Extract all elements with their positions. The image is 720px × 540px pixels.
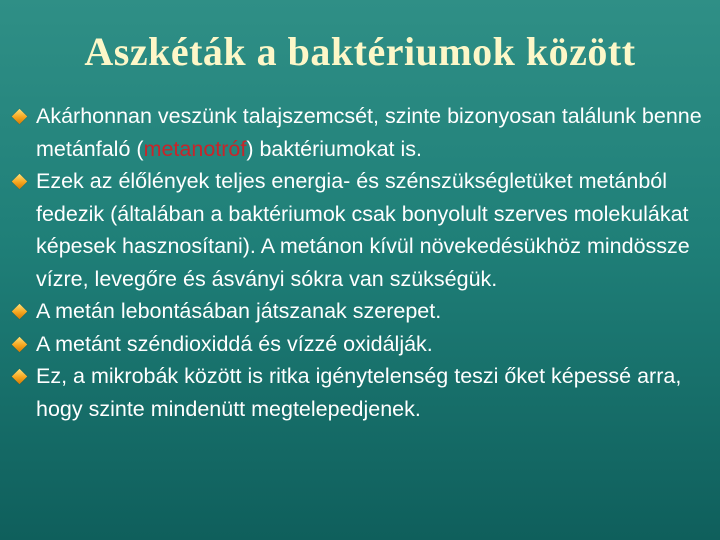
list-item-text: Ez, a mikrobák között is ritka igénytelenség teszi őket képessé arra, hogy szinte mindenütt megtelepedjenek. [36,364,682,421]
diamond-bullet-icon [12,304,28,320]
diamond-bullet-icon [12,174,28,190]
list-item [14,360,714,425]
list-item-text: Akárhonnan veszünk talajszemcsét, szinte bizonyosan találunk benne metánfaló (metanotróf) baktériumokat is. [36,104,702,161]
diamond-bullet-icon [12,336,28,352]
highlighted-term: metanotróf [143,136,247,161]
bullet-list [14,100,714,425]
diamond-bullet-icon [12,109,28,125]
list-item [14,328,714,361]
list-item-text: Ezek az élőlények teljes energia- és szénszükségletüket metánból fedezik (általában a baktériumok csak bonyolult szerves molekulákat képesek hasznosítani). A metánon kívül növekedésükhöz mindössze vízre, levegőre és ásványi sókra van szükségük. [36,169,690,291]
slide-title: Aszkéták a baktériumok között [84,29,636,74]
list-item [14,295,714,328]
list-item [14,165,714,295]
diamond-bullet-icon [12,369,28,385]
list-item [14,100,714,165]
list-item-text: A metán lebontásában játszanak szerepet. [36,299,442,323]
list-item-text: A metánt széndioxiddá és vízzé oxidálják. [36,331,433,356]
